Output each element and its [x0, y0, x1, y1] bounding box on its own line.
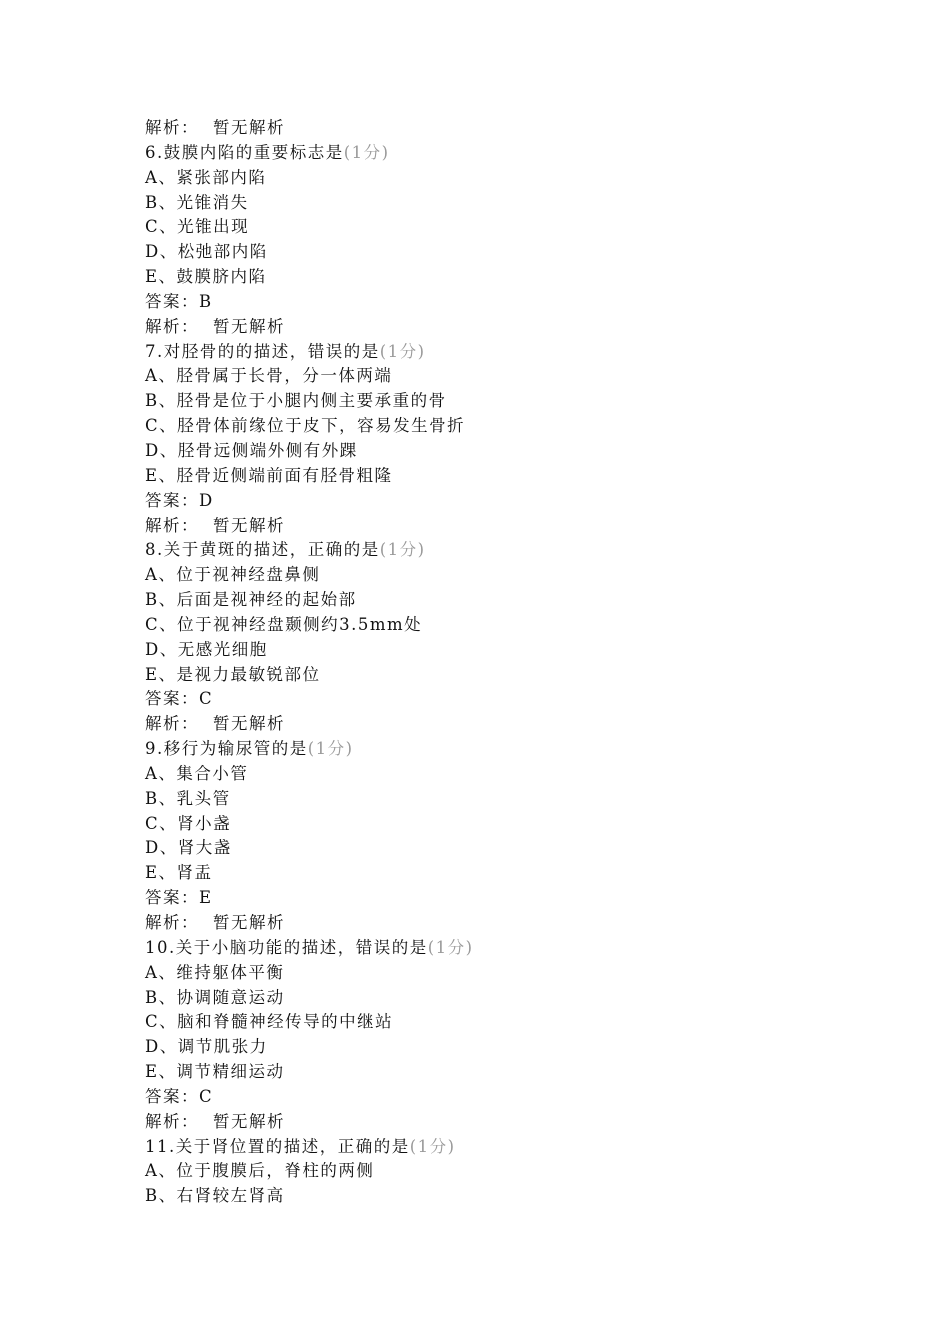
- answer-line: 答案：C: [145, 1086, 214, 1106]
- analysis-line: [145, 712, 845, 737]
- option-line: D、肾大盏: [145, 838, 232, 858]
- option-line: B、乳头管: [145, 788, 231, 808]
- option-line: E、鼓膜脐内陷: [145, 267, 267, 287]
- question-line: [145, 141, 845, 166]
- analysis-value: 暂无解析: [213, 714, 285, 734]
- analysis-line: [145, 514, 845, 539]
- question-text: 10.关于小脑功能的描述，错误的是: [145, 937, 428, 957]
- option-line: D、胫骨远侧端外侧有外踝: [145, 440, 358, 460]
- option-line: A、位于视神经盘鼻侧: [145, 565, 321, 585]
- question-text: 8.关于黄斑的描述，正确的是: [145, 540, 380, 560]
- option-line: C、胫骨体前缘位于皮下，容易发生骨折: [145, 416, 466, 436]
- question-text: 7.对胫骨的的描述，错误的是: [145, 341, 380, 361]
- question-text: 9.移行为输尿管的是: [145, 739, 308, 759]
- analysis-value: 暂无解析: [213, 316, 285, 336]
- analysis-line: [145, 116, 845, 141]
- analysis-label: 解析：: [145, 118, 199, 137]
- option-line: C、位于视神经盘颞侧约3.5mm处: [145, 614, 423, 634]
- question-line: [145, 737, 845, 762]
- option-line: E、调节精细运动: [145, 1062, 285, 1082]
- analysis-label: 解析：: [145, 316, 199, 336]
- option-line: C、脑和脊髓神经传导的中继站: [145, 1012, 394, 1032]
- option-line: B、后面是视神经的起始部: [145, 590, 357, 610]
- answer-line: 答案：B: [145, 291, 213, 311]
- analysis-label: 解析：: [145, 913, 199, 932]
- option-line: A、集合小管: [145, 763, 249, 783]
- answer-line: 答案：D: [145, 490, 214, 510]
- answer-line: 答案：E: [145, 888, 213, 908]
- analysis-label: 解析：: [145, 1111, 199, 1131]
- question-score: (1分): [379, 540, 426, 560]
- document-body: [145, 116, 845, 1209]
- answer-line: 答案：C: [145, 689, 214, 709]
- option-line: B、光锥消失: [145, 192, 249, 212]
- analysis-label: 解析：: [145, 714, 199, 734]
- analysis-value: 暂无解析: [213, 118, 285, 137]
- option-line: D、调节肌张力: [145, 1037, 268, 1057]
- question-line: [145, 340, 845, 365]
- option-line: E、胫骨近侧端前面有胫骨粗隆: [145, 465, 393, 485]
- analysis-value: 暂无解析: [213, 913, 285, 932]
- question-line: [145, 936, 845, 961]
- option-line: A、维持躯体平衡: [145, 962, 285, 982]
- option-line: D、松弛部内陷: [145, 242, 268, 262]
- option-line: E、是视力最敏锐部位: [145, 664, 321, 684]
- option-line: C、肾小盏: [145, 813, 232, 833]
- question-text: 11.关于肾位置的描述，正确的是: [145, 1136, 410, 1156]
- option-line: B、胫骨是位于小腿内侧主要承重的骨: [145, 391, 447, 411]
- option-line: B、协调随意运动: [145, 987, 285, 1007]
- question-text: 6.鼓膜内陷的重要标志是: [145, 142, 344, 162]
- analysis-label: 解析：: [145, 515, 199, 535]
- option-line: C、光锥出现: [145, 217, 250, 237]
- option-line: A、紧张部内陷: [145, 167, 267, 187]
- analysis-line: [145, 315, 845, 340]
- option-line: A、位于腹膜后，脊柱的两侧: [145, 1161, 375, 1181]
- analysis-value: 暂无解析: [213, 515, 285, 535]
- question-score: (1分): [427, 937, 474, 957]
- question-score: (1分): [307, 739, 354, 759]
- option-line: A、胫骨属于长骨，分一体两端: [145, 366, 393, 386]
- question-score: (1分): [409, 1136, 456, 1156]
- option-line: D、无感光细胞: [145, 639, 268, 659]
- option-line: B、右肾较左肾高: [145, 1186, 285, 1206]
- question-score: (1分): [379, 341, 426, 361]
- question-line: [145, 1135, 845, 1160]
- question-line: [145, 538, 845, 563]
- option-line: E、肾盂: [145, 863, 213, 883]
- analysis-value: 暂无解析: [213, 1111, 285, 1131]
- question-score: (1分): [343, 142, 390, 162]
- analysis-line: [145, 911, 845, 936]
- analysis-line: [145, 1110, 845, 1135]
